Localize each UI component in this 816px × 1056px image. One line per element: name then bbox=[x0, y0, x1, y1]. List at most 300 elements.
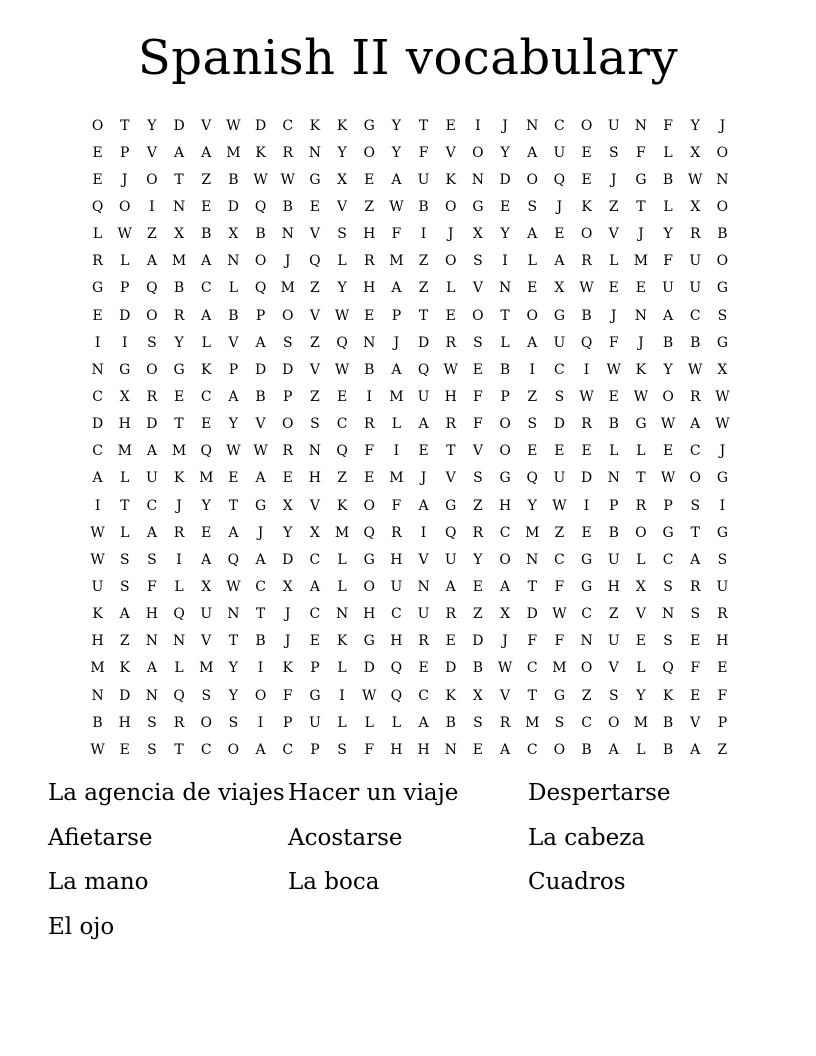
grid-letter[interactable]: F bbox=[608, 334, 619, 351]
grid-letter[interactable]: S bbox=[473, 334, 483, 351]
grid-letter[interactable]: S bbox=[147, 714, 157, 731]
grid-letter[interactable]: Q bbox=[553, 171, 566, 188]
grid-letter[interactable]: E bbox=[635, 280, 647, 297]
grid-letter[interactable]: X bbox=[174, 226, 185, 243]
grid-letter[interactable]: A bbox=[255, 551, 266, 568]
grid-letter[interactable]: T bbox=[174, 171, 184, 188]
grid-letter[interactable]: C bbox=[554, 551, 565, 568]
grid-letter[interactable]: P bbox=[120, 144, 130, 161]
grid-letter[interactable]: Q bbox=[390, 660, 403, 677]
grid-letter[interactable]: Q bbox=[254, 198, 267, 215]
grid-letter[interactable]: L bbox=[92, 226, 103, 243]
grid-letter[interactable]: R bbox=[282, 144, 294, 161]
grid-letter[interactable]: N bbox=[281, 226, 294, 243]
grid-letter[interactable]: U bbox=[417, 606, 430, 623]
grid-letter[interactable]: C bbox=[309, 551, 321, 568]
grid-letter[interactable]: E bbox=[608, 280, 619, 297]
grid-letter[interactable]: E bbox=[608, 388, 619, 405]
grid-letter[interactable]: X bbox=[337, 171, 348, 188]
grid-letter[interactable]: U bbox=[716, 578, 729, 595]
grid-letter[interactable]: I bbox=[149, 198, 155, 215]
grid-letter[interactable]: L bbox=[120, 470, 130, 487]
grid-letter[interactable]: G bbox=[580, 551, 593, 568]
grid-letter[interactable]: A bbox=[690, 416, 701, 433]
grid-letter[interactable]: C bbox=[526, 660, 538, 677]
grid-letter[interactable]: C bbox=[92, 388, 103, 405]
grid-letter[interactable]: N bbox=[172, 633, 186, 650]
grid-letter[interactable]: A bbox=[690, 551, 701, 568]
grid-letter[interactable]: X bbox=[554, 280, 565, 297]
grid-letter[interactable]: G bbox=[716, 334, 728, 351]
grid-letter[interactable]: Y bbox=[228, 660, 239, 677]
grid-letter[interactable]: G bbox=[363, 117, 375, 134]
grid-letter[interactable]: X bbox=[201, 578, 212, 595]
grid-letter[interactable]: W bbox=[117, 226, 132, 243]
grid-letter[interactable]: C bbox=[554, 117, 565, 134]
grid-letter[interactable]: E bbox=[201, 524, 212, 541]
grid-letter[interactable]: Z bbox=[608, 198, 619, 215]
grid-letter[interactable]: E bbox=[662, 443, 674, 460]
grid-letter[interactable]: J bbox=[393, 334, 400, 351]
grid-letter[interactable]: N bbox=[634, 117, 648, 134]
grid-letter[interactable]: W bbox=[660, 416, 676, 433]
grid-letter[interactable]: Y bbox=[228, 687, 239, 704]
grid-letter[interactable]: L bbox=[228, 280, 239, 297]
grid-letter[interactable]: A bbox=[554, 253, 565, 270]
grid-letter[interactable]: V bbox=[608, 226, 619, 243]
grid-letter[interactable]: K bbox=[635, 361, 647, 378]
grid-letter[interactable]: Z bbox=[581, 687, 592, 704]
grid-letter[interactable]: R bbox=[689, 578, 701, 595]
grid-letter[interactable]: K bbox=[173, 470, 185, 487]
grid-letter[interactable]: J bbox=[610, 307, 617, 324]
grid-letter[interactable]: P bbox=[391, 307, 402, 324]
grid-letter[interactable]: A bbox=[92, 470, 103, 487]
grid-letter[interactable]: R bbox=[445, 416, 457, 433]
grid-letter[interactable]: W bbox=[389, 198, 404, 215]
grid-letter[interactable]: A bbox=[201, 551, 212, 568]
grid-letter[interactable]: H bbox=[417, 741, 430, 758]
grid-letter[interactable]: A bbox=[228, 388, 239, 405]
grid-letter[interactable]: P bbox=[283, 388, 293, 405]
grid-letter[interactable]: Q bbox=[200, 443, 212, 460]
grid-letter[interactable]: C bbox=[336, 416, 348, 433]
grid-letter[interactable]: H bbox=[390, 741, 403, 758]
grid-letter[interactable]: B bbox=[228, 171, 239, 188]
grid-letter[interactable]: N bbox=[634, 307, 648, 324]
grid-letter[interactable]: C bbox=[662, 551, 674, 568]
grid-letter[interactable]: J bbox=[447, 226, 454, 243]
grid-letter[interactable]: R bbox=[472, 524, 484, 541]
grid-letter[interactable]: S bbox=[473, 470, 483, 487]
grid-letter[interactable]: Y bbox=[690, 117, 700, 134]
grid-letter[interactable]: P bbox=[283, 714, 293, 731]
grid-letter[interactable]: L bbox=[609, 443, 619, 460]
grid-letter[interactable]: O bbox=[608, 714, 620, 731]
grid-letter[interactable]: E bbox=[554, 443, 565, 460]
grid-letter[interactable]: C bbox=[255, 578, 266, 595]
grid-letter[interactable]: H bbox=[498, 497, 512, 514]
grid-letter[interactable]: U bbox=[607, 551, 620, 568]
grid-letter[interactable]: P bbox=[310, 660, 320, 677]
grid-letter[interactable]: A bbox=[527, 226, 538, 243]
grid-letter[interactable]: R bbox=[689, 226, 701, 243]
grid-letter[interactable]: J bbox=[719, 117, 726, 134]
grid-letter[interactable]: Z bbox=[554, 524, 565, 541]
grid-letter[interactable]: E bbox=[690, 687, 701, 704]
grid-letter[interactable]: O bbox=[689, 470, 701, 487]
grid-letter[interactable]: T bbox=[690, 524, 700, 541]
grid-letter[interactable]: R bbox=[173, 307, 185, 324]
grid-letter[interactable]: O bbox=[282, 307, 294, 324]
grid-letter[interactable]: V bbox=[309, 307, 320, 324]
grid-letter[interactable]: Z bbox=[337, 470, 347, 487]
grid-letter[interactable]: V bbox=[472, 280, 483, 297]
grid-letter[interactable]: X bbox=[228, 226, 239, 243]
grid-letter[interactable]: L bbox=[337, 714, 347, 731]
grid-letter[interactable]: E bbox=[418, 660, 429, 677]
grid-letter[interactable]: C bbox=[526, 741, 538, 758]
grid-letter[interactable]: C bbox=[200, 280, 212, 297]
grid-letter[interactable]: R bbox=[282, 443, 294, 460]
grid-letter[interactable]: O bbox=[146, 361, 158, 378]
grid-letter[interactable]: Q bbox=[254, 280, 267, 297]
grid-letter[interactable]: N bbox=[172, 198, 186, 215]
grid-letter[interactable]: H bbox=[118, 714, 131, 731]
grid-letter[interactable]: P bbox=[609, 497, 619, 514]
grid-letter[interactable]: F bbox=[391, 226, 402, 243]
grid-letter[interactable]: W bbox=[253, 171, 268, 188]
grid-letter[interactable]: L bbox=[663, 198, 673, 215]
grid-letter[interactable]: G bbox=[363, 551, 375, 568]
grid-letter[interactable]: K bbox=[119, 660, 130, 677]
grid-letter[interactable]: O bbox=[716, 253, 729, 270]
grid-letter[interactable]: Z bbox=[473, 606, 483, 623]
grid-letter[interactable]: B bbox=[255, 226, 266, 243]
grid-letter[interactable]: Q bbox=[173, 687, 185, 704]
grid-letter[interactable]: N bbox=[716, 171, 729, 188]
grid-letter[interactable]: J bbox=[638, 334, 644, 351]
grid-letter[interactable]: Y bbox=[500, 226, 510, 243]
grid-letter[interactable]: B bbox=[717, 226, 728, 243]
grid-letter[interactable]: G bbox=[254, 497, 267, 514]
grid-letter[interactable]: P bbox=[120, 280, 130, 297]
grid-letter[interactable]: I bbox=[420, 226, 427, 243]
grid-letter[interactable]: T bbox=[418, 307, 429, 324]
grid-letter[interactable]: U bbox=[662, 280, 674, 297]
grid-letter[interactable]: A bbox=[146, 660, 157, 677]
grid-letter[interactable]: V bbox=[146, 144, 157, 161]
grid-letter[interactable]: S bbox=[337, 741, 347, 758]
grid-letter[interactable]: O bbox=[635, 524, 647, 541]
grid-letter[interactable]: F bbox=[527, 633, 538, 650]
grid-letter[interactable]: E bbox=[472, 578, 484, 595]
grid-letter[interactable]: H bbox=[444, 388, 457, 405]
grid-letter[interactable]: A bbox=[418, 714, 429, 731]
grid-letter[interactable]: N bbox=[227, 253, 240, 270]
grid-letter[interactable]: U bbox=[417, 388, 430, 405]
grid-letter[interactable]: J bbox=[610, 171, 617, 188]
grid-letter[interactable]: I bbox=[339, 687, 345, 704]
grid-letter[interactable]: F bbox=[554, 633, 565, 650]
grid-letter[interactable]: I bbox=[475, 117, 481, 134]
grid-letter[interactable]: R bbox=[391, 524, 402, 541]
grid-letter[interactable]: D bbox=[472, 633, 484, 650]
grid-letter[interactable]: Q bbox=[526, 470, 538, 487]
grid-letter[interactable]: M bbox=[226, 144, 241, 161]
grid-letter[interactable]: E bbox=[336, 388, 348, 405]
grid-letter[interactable]: R bbox=[173, 714, 185, 731]
grid-letter[interactable]: C bbox=[200, 741, 212, 758]
grid-letter[interactable]: X bbox=[690, 144, 701, 161]
grid-letter[interactable]: S bbox=[527, 198, 538, 215]
grid-letter[interactable]: A bbox=[228, 524, 239, 541]
grid-letter[interactable]: A bbox=[663, 307, 674, 324]
grid-letter[interactable]: L bbox=[120, 253, 130, 270]
grid-letter[interactable]: V bbox=[445, 144, 456, 161]
grid-letter[interactable]: C bbox=[282, 117, 294, 134]
grid-letter[interactable]: L bbox=[174, 578, 184, 595]
grid-letter[interactable]: U bbox=[390, 578, 403, 595]
grid-letter[interactable]: A bbox=[445, 578, 456, 595]
grid-letter[interactable]: U bbox=[146, 470, 158, 487]
grid-letter[interactable]: A bbox=[255, 741, 266, 758]
grid-letter[interactable]: C bbox=[282, 741, 294, 758]
grid-letter[interactable]: E bbox=[472, 361, 484, 378]
grid-letter[interactable]: I bbox=[529, 361, 535, 378]
grid-letter[interactable]: C bbox=[309, 606, 321, 623]
grid-letter[interactable]: J bbox=[284, 606, 291, 623]
grid-letter[interactable]: E bbox=[418, 443, 429, 460]
grid-letter[interactable]: I bbox=[719, 497, 726, 514]
grid-letter[interactable]: L bbox=[636, 660, 646, 677]
grid-letter[interactable]: S bbox=[527, 416, 538, 433]
grid-letter[interactable]: H bbox=[716, 633, 729, 650]
grid-letter[interactable]: J bbox=[556, 198, 563, 215]
grid-letter[interactable]: E bbox=[119, 741, 130, 758]
grid-letter[interactable]: V bbox=[445, 470, 456, 487]
grid-letter[interactable]: S bbox=[554, 714, 565, 731]
grid-letter[interactable]: Q bbox=[146, 280, 158, 297]
grid-letter[interactable]: A bbox=[527, 144, 538, 161]
grid-letter[interactable]: N bbox=[471, 171, 485, 188]
grid-letter[interactable]: O bbox=[363, 144, 375, 161]
grid-letter[interactable]: E bbox=[92, 307, 103, 324]
grid-letter[interactable]: O bbox=[662, 388, 674, 405]
grid-letter[interactable]: W bbox=[90, 551, 105, 568]
grid-letter[interactable]: L bbox=[337, 660, 347, 677]
grid-letter[interactable]: V bbox=[309, 226, 320, 243]
grid-letter[interactable]: Z bbox=[310, 388, 320, 405]
grid-letter[interactable]: E bbox=[92, 144, 103, 161]
grid-letter[interactable]: V bbox=[309, 497, 320, 514]
grid-letter[interactable]: W bbox=[443, 361, 458, 378]
grid-letter[interactable]: D bbox=[254, 361, 267, 378]
grid-letter[interactable]: G bbox=[716, 470, 728, 487]
grid-letter[interactable]: E bbox=[554, 226, 565, 243]
grid-letter[interactable]: R bbox=[717, 606, 728, 623]
grid-letter[interactable]: O bbox=[553, 741, 566, 758]
grid-letter[interactable]: N bbox=[91, 361, 104, 378]
grid-letter[interactable]: A bbox=[201, 307, 212, 324]
grid-letter[interactable]: R bbox=[146, 388, 158, 405]
grid-letter[interactable]: K bbox=[445, 687, 456, 704]
grid-letter[interactable]: T bbox=[636, 198, 646, 215]
grid-letter[interactable]: I bbox=[583, 497, 590, 514]
grid-letter[interactable]: S bbox=[147, 334, 157, 351]
grid-letter[interactable]: F bbox=[554, 578, 565, 595]
grid-letter[interactable]: X bbox=[690, 198, 701, 215]
grid-letter[interactable]: V bbox=[228, 334, 239, 351]
grid-letter[interactable]: I bbox=[502, 253, 508, 270]
grid-letter[interactable]: J bbox=[176, 497, 182, 514]
grid-letter[interactable]: Y bbox=[500, 144, 510, 161]
grid-letter[interactable]: B bbox=[472, 660, 484, 677]
grid-letter[interactable]: L bbox=[500, 334, 510, 351]
grid-letter[interactable]: H bbox=[308, 470, 322, 487]
grid-letter[interactable]: C bbox=[689, 307, 701, 324]
grid-letter[interactable]: O bbox=[526, 307, 538, 324]
grid-letter[interactable]: F bbox=[282, 687, 293, 704]
grid-letter[interactable]: E bbox=[92, 171, 103, 188]
grid-letter[interactable]: P bbox=[663, 497, 673, 514]
grid-letter[interactable]: G bbox=[553, 687, 565, 704]
grid-letter[interactable]: X bbox=[282, 578, 293, 595]
grid-letter[interactable]: K bbox=[336, 497, 348, 514]
grid-letter[interactable]: G bbox=[363, 633, 375, 650]
grid-letter[interactable]: H bbox=[145, 606, 159, 623]
grid-letter[interactable]: O bbox=[200, 714, 212, 731]
grid-letter[interactable]: I bbox=[176, 551, 182, 568]
grid-letter[interactable]: F bbox=[717, 687, 728, 704]
grid-letter[interactable]: W bbox=[90, 741, 105, 758]
grid-letter[interactable]: B bbox=[228, 307, 239, 324]
grid-letter[interactable]: O bbox=[580, 226, 593, 243]
grid-letter[interactable]: A bbox=[146, 524, 157, 541]
grid-letter[interactable]: F bbox=[364, 741, 375, 758]
grid-letter[interactable]: N bbox=[363, 334, 376, 351]
grid-letter[interactable]: F bbox=[636, 144, 646, 161]
grid-letter[interactable]: C bbox=[418, 687, 429, 704]
grid-letter[interactable]: R bbox=[499, 714, 511, 731]
grid-letter[interactable]: K bbox=[445, 171, 456, 188]
grid-letter[interactable]: S bbox=[119, 551, 130, 568]
grid-letter[interactable]: M bbox=[389, 470, 404, 487]
grid-letter[interactable]: S bbox=[690, 497, 701, 514]
grid-letter[interactable]: S bbox=[608, 687, 619, 704]
grid-letter[interactable]: E bbox=[228, 470, 239, 487]
grid-letter[interactable]: J bbox=[257, 524, 264, 541]
grid-letter[interactable]: L bbox=[337, 253, 347, 270]
grid-letter[interactable]: O bbox=[580, 117, 593, 134]
grid-letter[interactable]: Y bbox=[391, 144, 402, 161]
grid-letter[interactable]: M bbox=[171, 443, 187, 460]
grid-letter[interactable]: X bbox=[119, 388, 130, 405]
grid-letter[interactable]: B bbox=[364, 361, 375, 378]
grid-letter[interactable]: Y bbox=[473, 551, 483, 568]
grid-letter[interactable]: G bbox=[173, 361, 185, 378]
grid-letter[interactable]: Y bbox=[174, 334, 184, 351]
grid-letter[interactable]: E bbox=[635, 633, 647, 650]
grid-letter[interactable]: F bbox=[473, 416, 483, 433]
grid-letter[interactable]: A bbox=[309, 578, 320, 595]
grid-letter[interactable]: U bbox=[91, 578, 104, 595]
grid-letter[interactable]: I bbox=[393, 443, 400, 460]
grid-letter[interactable]: A bbox=[500, 578, 511, 595]
grid-letter[interactable]: B bbox=[445, 714, 456, 731]
grid-letter[interactable]: K bbox=[662, 687, 674, 704]
grid-letter[interactable]: W bbox=[280, 171, 295, 188]
grid-letter[interactable]: U bbox=[607, 117, 620, 134]
grid-letter[interactable]: V bbox=[201, 633, 212, 650]
grid-letter[interactable]: W bbox=[552, 606, 567, 623]
grid-letter[interactable]: N bbox=[335, 606, 349, 623]
grid-letter[interactable]: A bbox=[391, 361, 402, 378]
grid-letter[interactable]: E bbox=[173, 388, 185, 405]
grid-letter[interactable]: K bbox=[255, 144, 266, 161]
grid-letter[interactable]: P bbox=[717, 714, 728, 731]
grid-letter[interactable]: J bbox=[502, 633, 508, 650]
grid-letter[interactable]: E bbox=[201, 198, 212, 215]
grid-letter[interactable]: O bbox=[119, 198, 131, 215]
grid-letter[interactable]: B bbox=[255, 633, 266, 650]
grid-letter[interactable]: B bbox=[608, 416, 619, 433]
grid-letter[interactable]: N bbox=[227, 606, 240, 623]
grid-letter[interactable]: W bbox=[688, 361, 703, 378]
grid-letter[interactable]: O bbox=[445, 198, 457, 215]
grid-letter[interactable]: R bbox=[92, 253, 103, 270]
grid-letter[interactable]: B bbox=[662, 171, 674, 188]
grid-letter[interactable]: S bbox=[201, 687, 212, 704]
grid-letter[interactable]: K bbox=[92, 606, 103, 623]
grid-letter[interactable]: E bbox=[364, 307, 375, 324]
grid-letter[interactable]: A bbox=[391, 280, 402, 297]
grid-letter[interactable]: Q bbox=[390, 687, 403, 704]
grid-letter[interactable]: Y bbox=[636, 687, 646, 704]
grid-letter[interactable]: Q bbox=[662, 660, 674, 677]
grid-letter[interactable]: H bbox=[363, 226, 376, 243]
grid-letter[interactable]: W bbox=[579, 388, 594, 405]
grid-letter[interactable]: A bbox=[418, 416, 429, 433]
grid-letter[interactable]: B bbox=[581, 741, 592, 758]
grid-letter[interactable]: T bbox=[527, 578, 537, 595]
grid-letter[interactable]: D bbox=[91, 416, 104, 433]
grid-letter[interactable]: E bbox=[527, 443, 538, 460]
grid-letter[interactable]: G bbox=[716, 280, 728, 297]
grid-letter[interactable]: L bbox=[636, 551, 646, 568]
grid-letter[interactable]: O bbox=[254, 687, 267, 704]
grid-letter[interactable]: H bbox=[390, 551, 403, 568]
grid-letter[interactable]: W bbox=[90, 524, 105, 541]
grid-letter[interactable]: Q bbox=[417, 361, 430, 378]
grid-letter[interactable]: K bbox=[201, 361, 212, 378]
grid-letter[interactable]: S bbox=[690, 606, 701, 623]
grid-letter[interactable]: V bbox=[500, 687, 511, 704]
grid-letter[interactable]: U bbox=[444, 551, 457, 568]
grid-letter[interactable]: W bbox=[497, 660, 513, 677]
grid-letter[interactable]: Z bbox=[201, 171, 212, 188]
grid-letter[interactable]: Y bbox=[663, 226, 673, 243]
grid-letter[interactable]: M bbox=[633, 714, 649, 731]
grid-letter[interactable]: R bbox=[363, 416, 375, 433]
grid-letter[interactable]: W bbox=[253, 443, 268, 460]
grid-letter[interactable]: K bbox=[282, 660, 293, 677]
grid-letter[interactable]: W bbox=[334, 361, 350, 378]
grid-letter[interactable]: W bbox=[226, 443, 241, 460]
grid-letter[interactable]: O bbox=[526, 171, 538, 188]
grid-letter[interactable]: R bbox=[581, 253, 592, 270]
grid-letter[interactable]: G bbox=[553, 307, 565, 324]
